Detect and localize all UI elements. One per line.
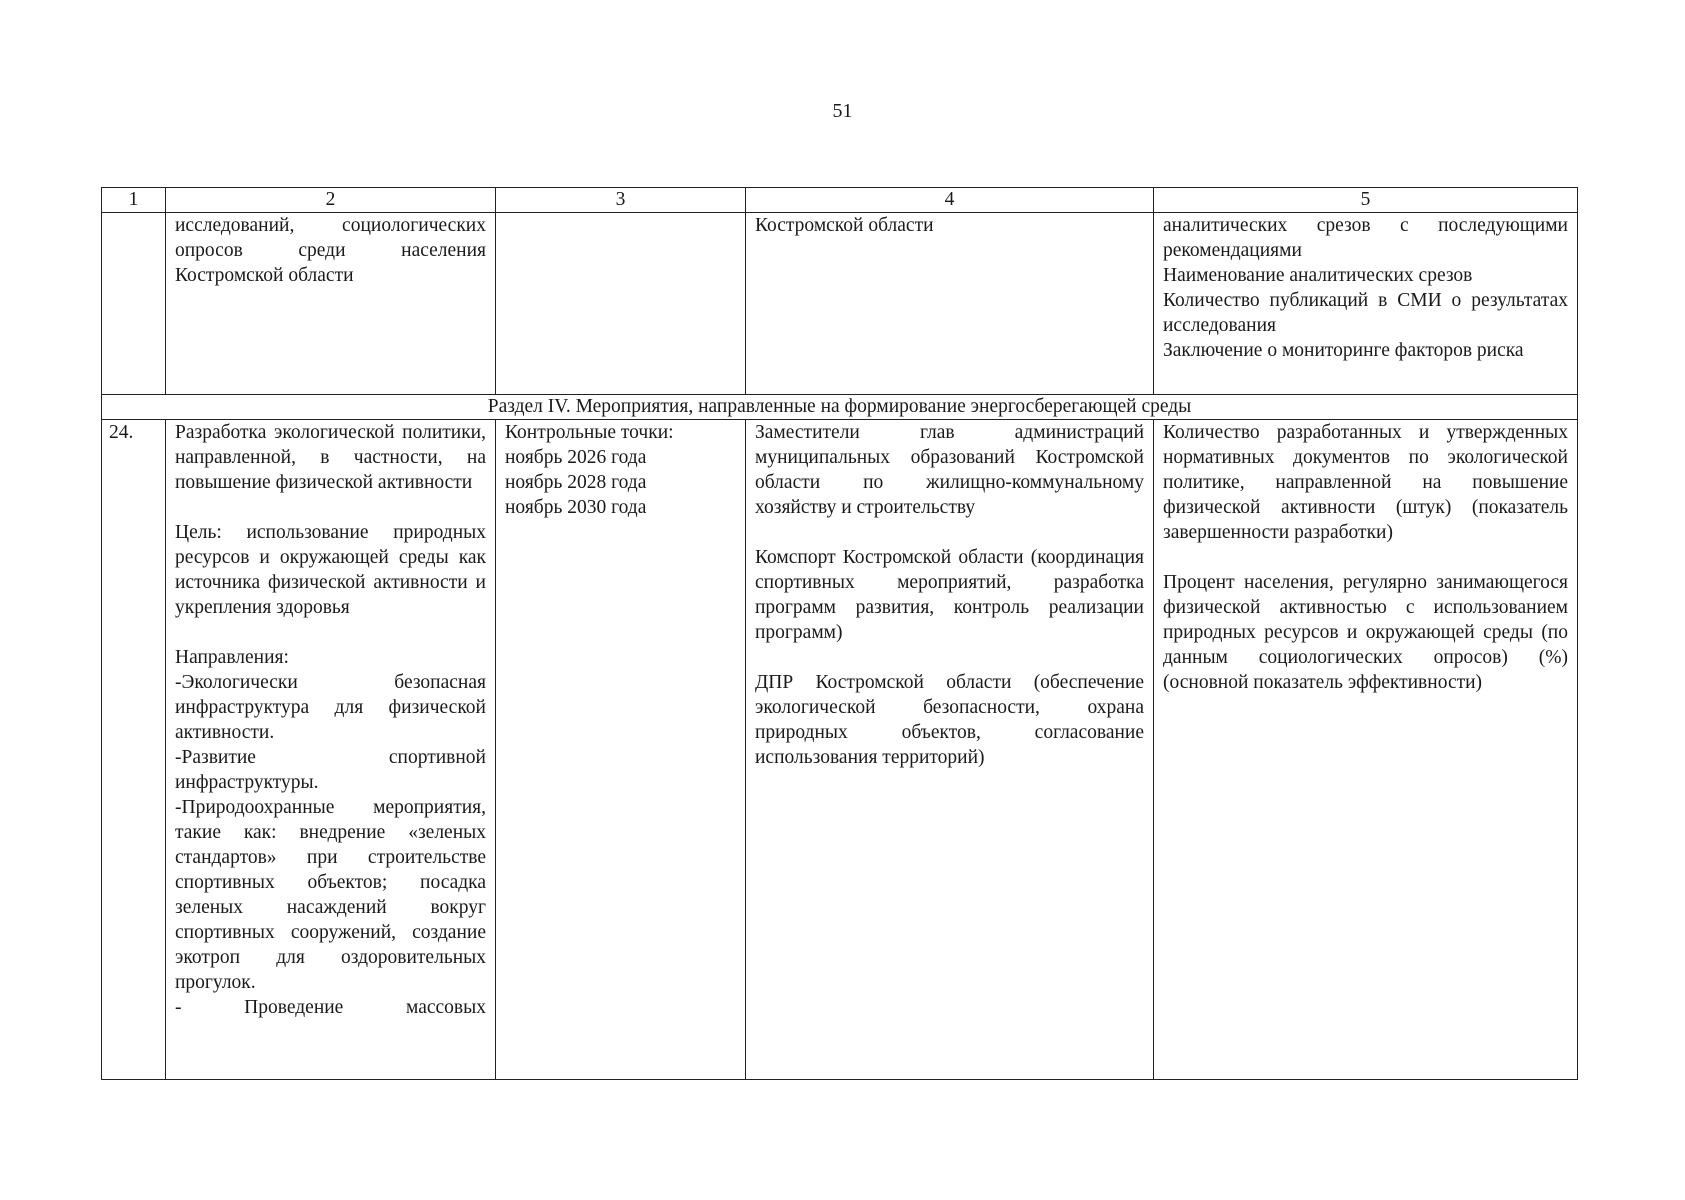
- measure-goal: Цель: использование природных ресурсов и окружающей среды как источника физической активности и укрепления здоровья: [175, 522, 486, 618]
- checkpoint-date: ноябрь 2030 года: [505, 497, 647, 518]
- responsible-entry: Заместители глав администраций муниципальных образований Костромской области по жилищно-коммунальному хозяйству и строительству: [755, 422, 1144, 518]
- deadline-cell: [496, 420, 746, 1080]
- page-number: 51: [832, 100, 853, 122]
- measure-cell: [166, 420, 496, 1080]
- direction-item: -Экологически безопасная инфраструктура для физической активности.: [175, 672, 486, 743]
- indicator-entry: Процент населения, регулярно занимающегося физической активностью с использованием природных ресурсов и окружающей среды (по данным социологических опросов) (%) (основной показатель эффективности): [1163, 572, 1568, 693]
- directions-label: Направления:: [175, 647, 289, 668]
- table-header-row: [102, 188, 1578, 213]
- spacer: [755, 520, 1144, 545]
- continuation-responsible-cell: Костромской области: [746, 213, 1154, 395]
- continuation-indicators-cell: [1154, 213, 1578, 395]
- section-row: [102, 395, 1578, 420]
- header-cell-1: 1: [102, 188, 166, 213]
- indicator-text: Наименование аналитических срезов: [1163, 265, 1473, 286]
- responsible-cell: [746, 420, 1154, 1080]
- indicator-text: Заключение о мониторинге факторов риска: [1163, 340, 1524, 361]
- checkpoint-date: ноябрь 2028 года: [505, 472, 647, 493]
- continuation-number-cell: [102, 213, 166, 395]
- indicator-text: Количество публикаций в СМИ о результатах исследования: [1163, 290, 1568, 336]
- direction-item: -Развитие спортивной инфраструктуры.: [175, 747, 486, 793]
- checkpoint-date: ноябрь 2026 года: [505, 447, 647, 468]
- indicator-entry: Количество разработанных и утвержденных нормативных документов по экологической политике, направленной на повышение физической активности (штук) (показатель завершенности разработки): [1163, 422, 1568, 543]
- header-cell-5: 5: [1154, 188, 1578, 213]
- indicator-text: аналитических срезов с последующими рекомендациями: [1163, 215, 1568, 261]
- header-cell-4: 4: [746, 188, 1154, 213]
- spacer: [175, 495, 486, 520]
- continuation-deadline-cell: [496, 213, 746, 395]
- direction-item: - Проведение массовых: [175, 997, 486, 1018]
- measure-title: Разработка экологической политики, направленной, в частности, на повышение физической активности: [175, 422, 486, 493]
- row-number: 24.: [102, 420, 166, 1080]
- responsible-entry: ДПР Костромской области (обеспечение экологической безопасности, охрана природных объектов, согласование использования территорий): [755, 672, 1144, 768]
- section-title: Раздел IV. Мероприятия, направленные на формирование энергосберегающей среды: [102, 395, 1578, 420]
- responsible-entry: Комспорт Костромской области (координация спортивных мероприятий, разработка программ развития, контроль реализации программ): [755, 547, 1144, 643]
- table-row: [102, 420, 1578, 1080]
- measures-table: [101, 187, 1578, 1080]
- header-cell-3: 3: [496, 188, 746, 213]
- spacer: [175, 620, 486, 645]
- continuation-row: [102, 213, 1578, 395]
- spacer: [1163, 545, 1568, 570]
- direction-item: -Природоохранные мероприятия, такие как: внедрение «зеленых стандартов» при строительстве спортивных объектов; посадка зеленых насаждений вокруг спортивных сооружений, создание экотроп для оздоровительных прогулок.: [175, 797, 486, 993]
- continuation-measure-cell: исследований, социологических опросов среди населения Костромской области: [166, 213, 496, 395]
- spacer: [755, 645, 1144, 670]
- header-cell-2: 2: [166, 188, 496, 213]
- checkpoints-label: Контрольные точки:: [505, 422, 674, 443]
- indicators-cell: [1154, 420, 1578, 1080]
